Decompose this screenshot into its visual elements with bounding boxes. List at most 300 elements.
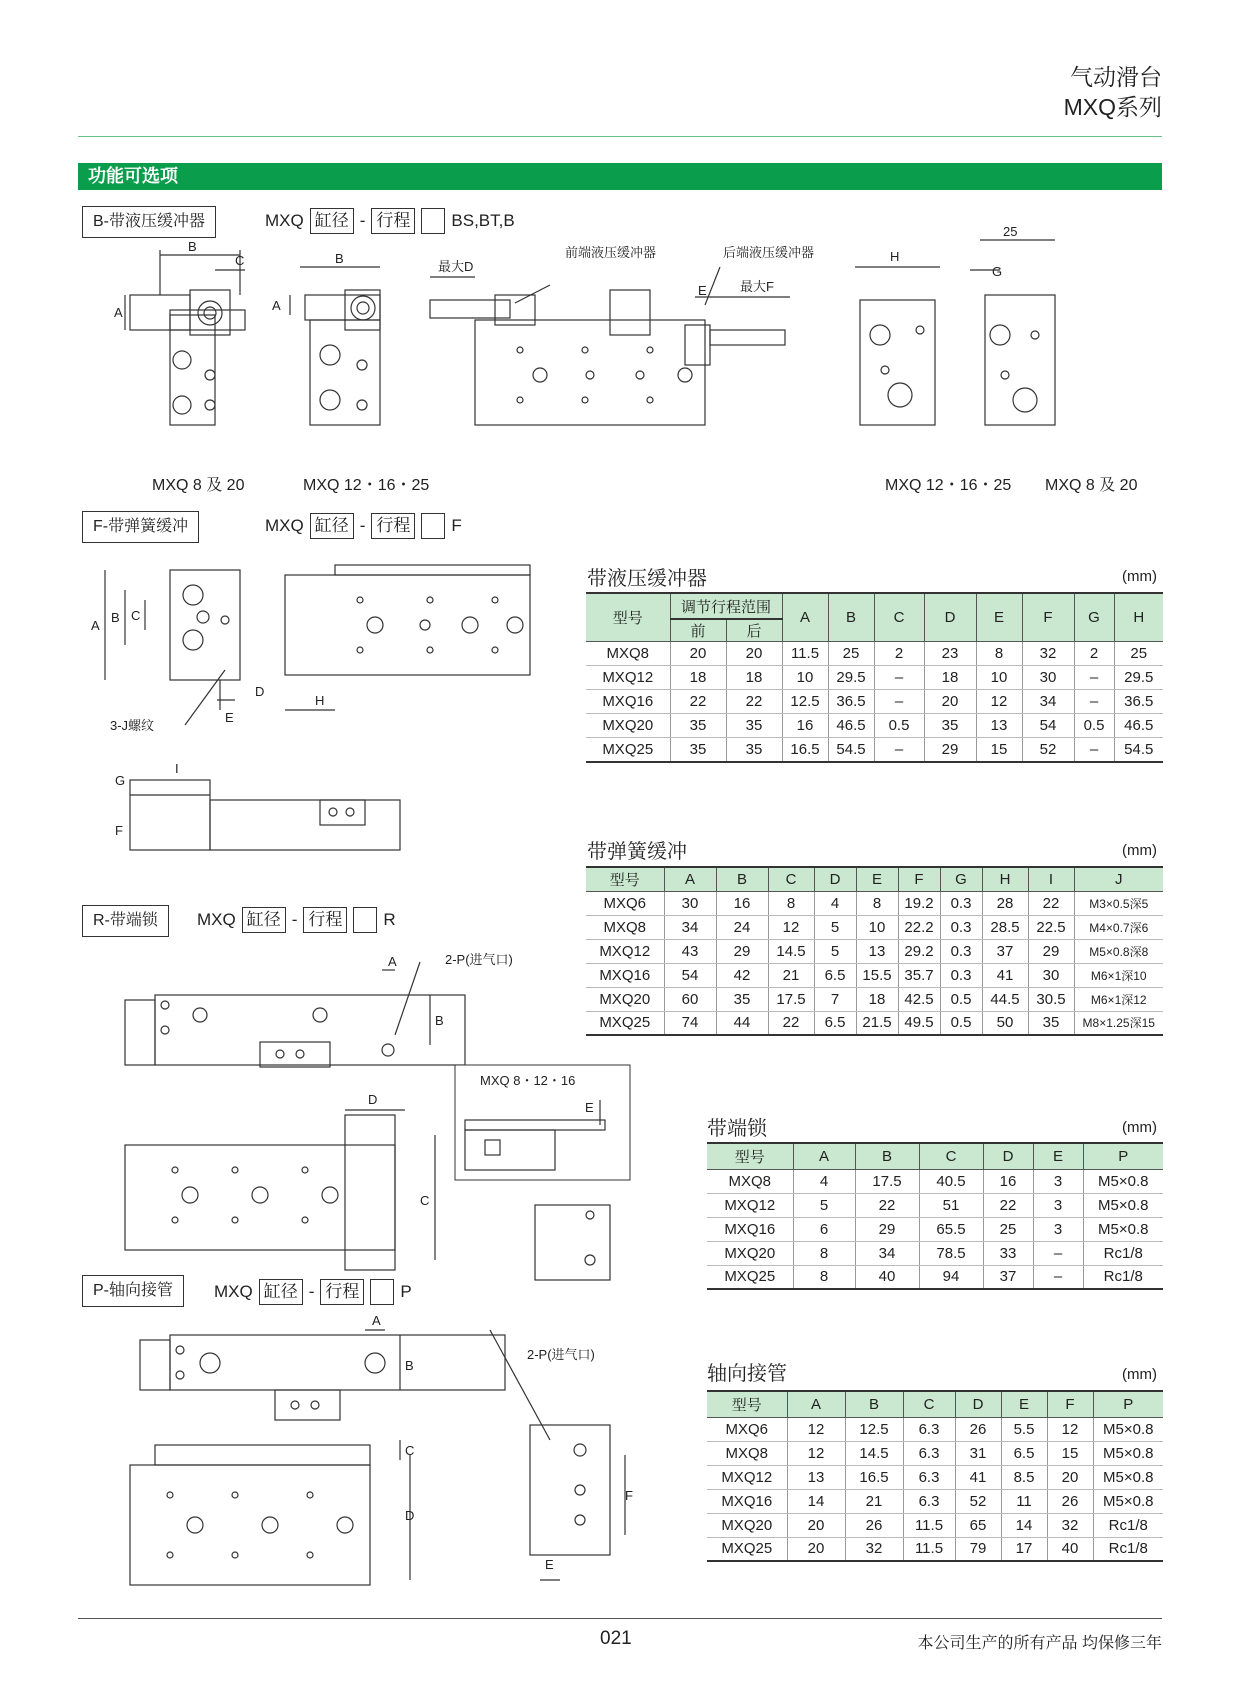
value-cell: 14.5 (845, 1441, 903, 1465)
value-cell: 79 (955, 1537, 1001, 1561)
code-bore-box: 缸径 (242, 907, 286, 933)
value-cell: – (1074, 690, 1114, 714)
value-cell: 32 (1022, 642, 1074, 666)
header-col: C (874, 593, 924, 642)
value-cell: 6.3 (903, 1465, 955, 1489)
value-cell: 3 (1033, 1217, 1083, 1241)
value-cell: 8 (856, 891, 898, 915)
value-cell: 23 (924, 642, 976, 666)
value-cell: 29.5 (1114, 666, 1163, 690)
end-lock-drawings (120, 950, 640, 1280)
value-cell: 54.5 (828, 738, 874, 762)
value-cell: 14 (787, 1489, 845, 1513)
code-blank-box (353, 907, 377, 933)
value-cell: – (1033, 1265, 1083, 1289)
value-cell: 36.5 (1114, 690, 1163, 714)
value-cell: 49.5 (898, 1011, 940, 1035)
warranty-note: 本公司生产的所有产品 均保修三年 (917, 1635, 1162, 1652)
header-col: F (1022, 593, 1074, 642)
drawing-axial-end-view (490, 1330, 625, 1580)
value-cell: 21 (768, 963, 814, 987)
lock-inset-label: MXQ 8・12・16 (480, 1073, 576, 1088)
drawing-spring-side-view (285, 565, 530, 710)
dim-b-label-f: B (111, 610, 120, 625)
model-cell: MXQ8 (707, 1441, 787, 1465)
value-cell: 12 (768, 915, 814, 939)
table-row (586, 642, 1163, 666)
value-cell: 10 (856, 915, 898, 939)
value-cell: 29.2 (898, 939, 940, 963)
value-cell: 42 (716, 963, 768, 987)
dim-h-label: H (890, 249, 900, 264)
value-cell: 41 (955, 1465, 1001, 1489)
value-cell: 18 (924, 666, 976, 690)
value-cell: 36.5 (828, 690, 874, 714)
value-cell: – (874, 666, 924, 690)
header-col: G (940, 867, 982, 891)
drawing-spring-end-view (105, 570, 240, 725)
value-cell: 11.5 (903, 1537, 955, 1561)
value-cell: 40 (855, 1265, 919, 1289)
header-col: I (1028, 867, 1074, 891)
value-cell: 15 (1047, 1441, 1093, 1465)
port-p-label: 2-P(进气口) (527, 1347, 595, 1362)
drawing-mxq12-16-25-end-view (290, 267, 380, 425)
drawing-mxq8-20-end-view (125, 250, 245, 425)
value-cell: 17 (1001, 1537, 1047, 1561)
header-col: B (716, 867, 768, 891)
value-cell: 19.2 (898, 891, 940, 915)
value-cell: M5×0.8 (1093, 1441, 1163, 1465)
value-cell: 30 (1028, 963, 1074, 987)
dim-c-label-p: C (405, 1443, 415, 1458)
value-cell: 30 (664, 891, 716, 915)
value-cell: 6.3 (903, 1441, 955, 1465)
value-cell: 24 (716, 915, 768, 939)
code-prefix: MXQ (265, 516, 304, 535)
table-row (586, 963, 1163, 987)
value-cell: M5×0.8 (1093, 1465, 1163, 1489)
header-col: A (782, 593, 828, 642)
value-cell: 2 (1074, 642, 1114, 666)
model-cell: MXQ8 (586, 642, 670, 666)
value-cell: 10 (976, 666, 1022, 690)
value-cell: 65.5 (919, 1217, 983, 1241)
table-row (707, 1241, 1163, 1265)
value-cell: 25 (1114, 642, 1163, 666)
value-cell: 3 (1033, 1169, 1083, 1193)
model-cell: MXQ12 (586, 939, 664, 963)
table-row (586, 738, 1163, 762)
header-col: G (1074, 593, 1114, 642)
port-r-label: 2-P(进气口) (445, 952, 513, 967)
header-col: D (814, 867, 856, 891)
value-cell: 18 (726, 666, 782, 690)
value-cell: 42.5 (898, 987, 940, 1011)
value-cell: 25 (828, 642, 874, 666)
value-cell: 11 (1001, 1489, 1047, 1513)
value-cell: M6×1深12 (1074, 987, 1163, 1011)
table-row (707, 1441, 1163, 1465)
table-axial-unit: (mm) (1122, 1366, 1157, 1383)
page-number: 021 (600, 1628, 632, 1649)
value-cell: 0.5 (1074, 714, 1114, 738)
dim-d-label-r: D (368, 1092, 378, 1107)
caption-b-4: MXQ 8 及 20 (1045, 477, 1138, 494)
dim-a-label-2: A (272, 298, 281, 313)
value-cell: 35 (1028, 1011, 1074, 1035)
code-prefix: MXQ (265, 211, 304, 230)
value-cell: M5×0.8 (1083, 1169, 1163, 1193)
table-hydraulic (586, 592, 1163, 763)
value-cell: 0.5 (940, 987, 982, 1011)
model-cell: MXQ25 (707, 1537, 787, 1561)
drawing-side-view-dampers (430, 267, 790, 425)
dim-e-label-3: E (698, 283, 707, 298)
code-blank-box (421, 208, 445, 234)
value-cell: 12 (1047, 1417, 1093, 1441)
table-row (586, 690, 1163, 714)
value-cell: 12.5 (782, 690, 828, 714)
value-cell: 11.5 (903, 1513, 955, 1537)
option-p-label: P-轴向接管 (82, 1275, 184, 1307)
max-f-label: 最大F (740, 279, 774, 294)
value-cell: 20 (1047, 1465, 1093, 1489)
front-damper-label: 前端液压缓冲器 (565, 245, 657, 260)
footer-divider (78, 1618, 1162, 1619)
value-cell: 4 (793, 1169, 855, 1193)
value-cell: 65 (955, 1513, 1001, 1537)
header-col: B (845, 1391, 903, 1417)
header-col: J (1074, 867, 1163, 891)
value-cell: 31 (955, 1441, 1001, 1465)
code-stroke-box: 行程 (320, 1279, 364, 1305)
dim-a-label-r: A (388, 954, 397, 969)
value-cell: 34 (1022, 690, 1074, 714)
value-cell: 32 (1047, 1513, 1093, 1537)
value-cell: – (1033, 1241, 1083, 1265)
drawing-mxq8-20-end-view-right (970, 240, 1055, 425)
dim-g-label-f: G (115, 773, 126, 788)
code-dash: - (359, 516, 366, 535)
code-prefix: MXQ (214, 1282, 253, 1301)
value-cell: 20 (924, 690, 976, 714)
dim-e-label-p: E (545, 1557, 554, 1572)
value-cell: 12 (787, 1441, 845, 1465)
page-title: 气动滑台 (1070, 64, 1162, 90)
value-cell: 16 (983, 1169, 1033, 1193)
code-bore-box: 缸径 (259, 1279, 303, 1305)
value-cell: 16 (716, 891, 768, 915)
header-divider (78, 136, 1162, 137)
header-col: C (919, 1143, 983, 1169)
header-col: D (983, 1143, 1033, 1169)
table-row (707, 1169, 1163, 1193)
value-cell: 13 (856, 939, 898, 963)
value-cell: 12 (976, 690, 1022, 714)
value-cell: 5 (793, 1193, 855, 1217)
code-stroke-box: 行程 (303, 907, 347, 933)
value-cell: – (874, 690, 924, 714)
table-spring-title: 带弹簧缓冲 (587, 841, 687, 863)
value-cell: 22 (1028, 891, 1074, 915)
value-cell: 40 (1047, 1537, 1093, 1561)
value-cell: Rc1/8 (1093, 1537, 1163, 1561)
dim-d-label-p: D (405, 1508, 415, 1523)
value-cell: 10 (782, 666, 828, 690)
code-bore-box: 缸径 (310, 513, 354, 539)
table-row (707, 1489, 1163, 1513)
caption-b-1: MXQ 8 及 20 (152, 477, 245, 494)
model-cell: MXQ12 (707, 1193, 793, 1217)
table-row (707, 1193, 1163, 1217)
caption-b-3: MXQ 12・16・25 (885, 477, 1012, 494)
dim-f-label-p: F (625, 1488, 633, 1503)
model-cell: MXQ6 (586, 891, 664, 915)
value-cell: 8 (976, 642, 1022, 666)
value-cell: 35 (726, 714, 782, 738)
option-r-label: R-带端锁 (82, 905, 169, 937)
dim-a-label-f: A (91, 618, 100, 633)
max-d-label: 最大D (438, 259, 474, 274)
value-cell: 28.5 (982, 915, 1028, 939)
dim-a-label-p: A (372, 1313, 381, 1328)
code-suffix: F (451, 516, 462, 535)
table-axial (707, 1390, 1163, 1562)
value-cell: 35 (670, 738, 726, 762)
header-col: 型号 (707, 1391, 787, 1417)
value-cell: M3×0.5深5 (1074, 891, 1163, 915)
value-cell: 8 (768, 891, 814, 915)
value-cell: 12 (787, 1417, 845, 1441)
table-row (707, 1513, 1163, 1537)
value-cell: 21.5 (856, 1011, 898, 1035)
value-cell: 26 (955, 1417, 1001, 1441)
code-dash: - (291, 910, 298, 929)
model-cell: MXQ16 (707, 1489, 787, 1513)
model-cell: MXQ16 (586, 690, 670, 714)
table-lock-title: 带端锁 (707, 1118, 767, 1140)
drawing-lock-top-view (125, 962, 465, 1067)
table-row (707, 1417, 1163, 1441)
value-cell: 21 (845, 1489, 903, 1513)
header-col: F (898, 867, 940, 891)
header-col: B (855, 1143, 919, 1169)
code-stroke-box: 行程 (371, 208, 415, 234)
value-cell: 44 (716, 1011, 768, 1035)
header-col: E (856, 867, 898, 891)
header-col: P (1083, 1143, 1163, 1169)
code-suffix: P (400, 1282, 412, 1301)
table-lock-unit: (mm) (1122, 1119, 1157, 1136)
table-row (707, 1265, 1163, 1289)
value-cell: M5×0.8 (1093, 1417, 1163, 1441)
j-thread-label: 3-J螺纹 (110, 718, 155, 733)
value-cell: 20 (787, 1537, 845, 1561)
header-col: C (903, 1391, 955, 1417)
header-col: E (1001, 1391, 1047, 1417)
value-cell: 4 (814, 891, 856, 915)
value-cell: 16.5 (782, 738, 828, 762)
value-cell: Rc1/8 (1083, 1265, 1163, 1289)
dim-c-label-r: C (420, 1193, 430, 1208)
table-row (586, 891, 1163, 915)
code-prefix: MXQ (197, 910, 236, 929)
value-cell: 25 (983, 1217, 1033, 1241)
value-cell: 12.5 (845, 1417, 903, 1441)
table-spring (586, 866, 1163, 1036)
drawing-lock-end-view (535, 1205, 610, 1280)
value-cell: – (874, 738, 924, 762)
header-adjust-range: 调节行程范围 (670, 593, 782, 619)
value-cell: 7 (814, 987, 856, 1011)
value-cell: 16 (782, 714, 828, 738)
model-cell: MXQ16 (586, 963, 664, 987)
header-col: A (793, 1143, 855, 1169)
dim-b-label-2: B (335, 251, 344, 266)
dim-e-label-r: E (585, 1100, 594, 1115)
value-cell: – (1074, 666, 1114, 690)
model-cell: MXQ8 (707, 1169, 793, 1193)
dim-e-label-f: E (225, 710, 234, 725)
model-cell: MXQ20 (586, 987, 664, 1011)
code-suffix: R (383, 910, 396, 929)
table-row (586, 939, 1163, 963)
value-cell: 94 (919, 1265, 983, 1289)
value-cell: 35.7 (898, 963, 940, 987)
value-cell: M5×0.8 (1083, 1217, 1163, 1241)
value-cell: 29.5 (828, 666, 874, 690)
model-cell: MXQ20 (707, 1513, 787, 1537)
value-cell: 29 (716, 939, 768, 963)
axial-piping-drawings (120, 1315, 640, 1595)
value-cell: 26 (1047, 1489, 1093, 1513)
value-cell: 54 (1022, 714, 1074, 738)
value-cell: 14 (1001, 1513, 1047, 1537)
value-cell: 0.3 (940, 915, 982, 939)
value-cell: 28 (982, 891, 1028, 915)
caption-b-2: MXQ 12・16・25 (303, 477, 430, 494)
table-row (586, 915, 1163, 939)
value-cell: 30 (1022, 666, 1074, 690)
header-col: 型号 (707, 1143, 793, 1169)
code-blank-box (421, 513, 445, 539)
header-col: A (664, 867, 716, 891)
table-row (707, 1537, 1163, 1561)
value-cell: 22 (855, 1193, 919, 1217)
value-cell: 13 (976, 714, 1022, 738)
dim-b-label-p: B (405, 1358, 414, 1373)
option-r-code (197, 905, 396, 935)
table-row (586, 987, 1163, 1011)
code-dash: - (359, 211, 366, 230)
value-cell: 0.5 (940, 1011, 982, 1035)
drawing-mxq12-16-25-end-view-right (855, 267, 940, 425)
value-cell: 34 (664, 915, 716, 939)
value-cell: 22 (726, 690, 782, 714)
value-cell: 51 (919, 1193, 983, 1217)
value-cell: 8.5 (1001, 1465, 1047, 1489)
table-row (586, 666, 1163, 690)
value-cell: M4×0.7深6 (1074, 915, 1163, 939)
model-cell: MXQ25 (586, 1011, 664, 1035)
section-title-bar: 功能可选项 (78, 163, 1162, 190)
dim-25-label: 25 (1003, 224, 1018, 239)
value-cell: 0.3 (940, 963, 982, 987)
value-cell: 30.5 (1028, 987, 1074, 1011)
dim-a-label-1: A (114, 305, 123, 320)
code-blank-box (370, 1279, 394, 1305)
value-cell: 35 (670, 714, 726, 738)
code-stroke-box: 行程 (371, 513, 415, 539)
value-cell: 16.5 (845, 1465, 903, 1489)
model-cell: MXQ8 (586, 915, 664, 939)
value-cell: 43 (664, 939, 716, 963)
code-suffix: BS,BT,B (451, 211, 515, 230)
drawing-lock-side-view (125, 1110, 435, 1270)
value-cell: 17.5 (768, 987, 814, 1011)
value-cell: 6.5 (814, 963, 856, 987)
drawing-spring-top-view (130, 780, 400, 850)
value-cell: 29 (924, 738, 976, 762)
header-col: E (976, 593, 1022, 642)
value-cell: 37 (982, 939, 1028, 963)
header-col: E (1033, 1143, 1083, 1169)
header-front: 前 (670, 619, 726, 642)
value-cell: 6 (793, 1217, 855, 1241)
rear-damper-label: 后端液压缓冲器 (723, 245, 815, 260)
value-cell: 6.3 (903, 1417, 955, 1441)
value-cell: 26 (845, 1513, 903, 1537)
value-cell: 6.5 (1001, 1441, 1047, 1465)
value-cell: 22 (768, 1011, 814, 1035)
value-cell: 0.5 (874, 714, 924, 738)
value-cell: 15.5 (856, 963, 898, 987)
value-cell: 35 (924, 714, 976, 738)
value-cell: 8 (793, 1265, 855, 1289)
value-cell: 22.5 (1028, 915, 1074, 939)
value-cell: 35 (726, 738, 782, 762)
value-cell: 32 (845, 1537, 903, 1561)
spring-damper-drawings (85, 560, 565, 860)
table-row (707, 1217, 1163, 1241)
value-cell: 20 (726, 642, 782, 666)
header-col: C (768, 867, 814, 891)
dim-c-label-f: C (131, 608, 141, 623)
table-row (586, 714, 1163, 738)
value-cell: 5.5 (1001, 1417, 1047, 1441)
model-cell: MXQ25 (586, 738, 670, 762)
dim-g-label: G (992, 264, 1003, 279)
value-cell: 8 (793, 1241, 855, 1265)
value-cell: 37 (983, 1265, 1033, 1289)
value-cell: 22 (670, 690, 726, 714)
value-cell: 20 (670, 642, 726, 666)
header-col: 型号 (586, 867, 664, 891)
value-cell: 46.5 (1114, 714, 1163, 738)
header-title-block (1064, 62, 1162, 122)
value-cell: 2 (874, 642, 924, 666)
dim-i-label-f: I (175, 761, 179, 776)
value-cell: 20 (787, 1513, 845, 1537)
table-row (586, 1011, 1163, 1035)
value-cell: 11.5 (782, 642, 828, 666)
value-cell: 22 (983, 1193, 1033, 1217)
value-cell: M8×1.25深15 (1074, 1011, 1163, 1035)
model-cell: MXQ16 (707, 1217, 793, 1241)
value-cell: 46.5 (828, 714, 874, 738)
value-cell: 22.2 (898, 915, 940, 939)
